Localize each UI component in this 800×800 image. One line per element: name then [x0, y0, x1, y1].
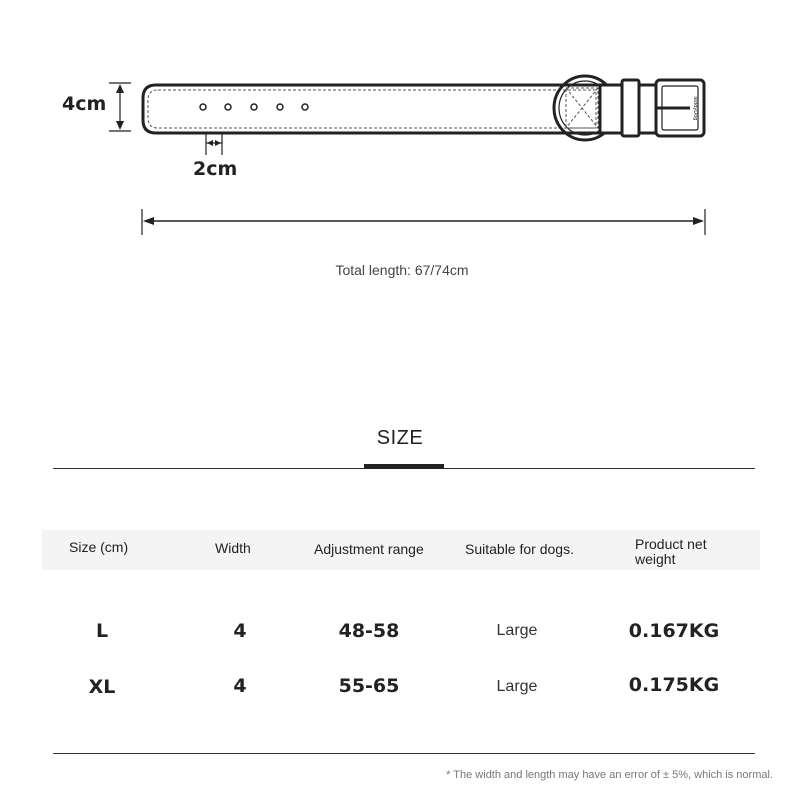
header-suitable-for-dogs: Suitable for dogs. — [465, 541, 574, 557]
hole-spacing-label: 2cm — [193, 158, 238, 180]
size-section-title: SIZE — [376, 427, 424, 449]
hole-spacing-dimension — [206, 132, 222, 155]
header-adjustment-range: Adjustment range — [314, 541, 424, 557]
row-xl-dogs: Large — [496, 678, 538, 695]
total-length-label: Total length: 67/74cm — [335, 262, 469, 278]
brand-mark: TeddyDog — [692, 95, 698, 121]
header-width: Width — [215, 540, 251, 556]
row-xl-size: XL — [88, 676, 116, 698]
width-label: 4cm — [62, 93, 107, 115]
width-dimension — [109, 83, 131, 131]
total-length-dimension — [142, 209, 705, 235]
row-l-range: 48-58 — [338, 620, 400, 642]
keeper-loop — [622, 80, 639, 136]
row-l-size: L — [95, 620, 109, 642]
header-net-weight: Product net weight — [635, 536, 707, 567]
row-xl-range: 55-65 — [338, 675, 400, 697]
header-size: Size (cm) — [69, 539, 129, 555]
row-xl-width: 4 — [233, 675, 247, 697]
divider-bottom — [53, 753, 755, 754]
row-l-width: 4 — [233, 620, 247, 642]
collar-strap — [143, 85, 600, 133]
row-l-weight: 0.167KG — [628, 620, 720, 642]
divider-accent — [364, 464, 444, 469]
row-xl-weight: 0.175KG — [628, 674, 720, 696]
row-l-dogs: Large — [496, 622, 538, 639]
collar-diagram — [0, 0, 800, 240]
footnote: * The width and length may have an error of ± 5%, which is normal. — [446, 769, 773, 781]
